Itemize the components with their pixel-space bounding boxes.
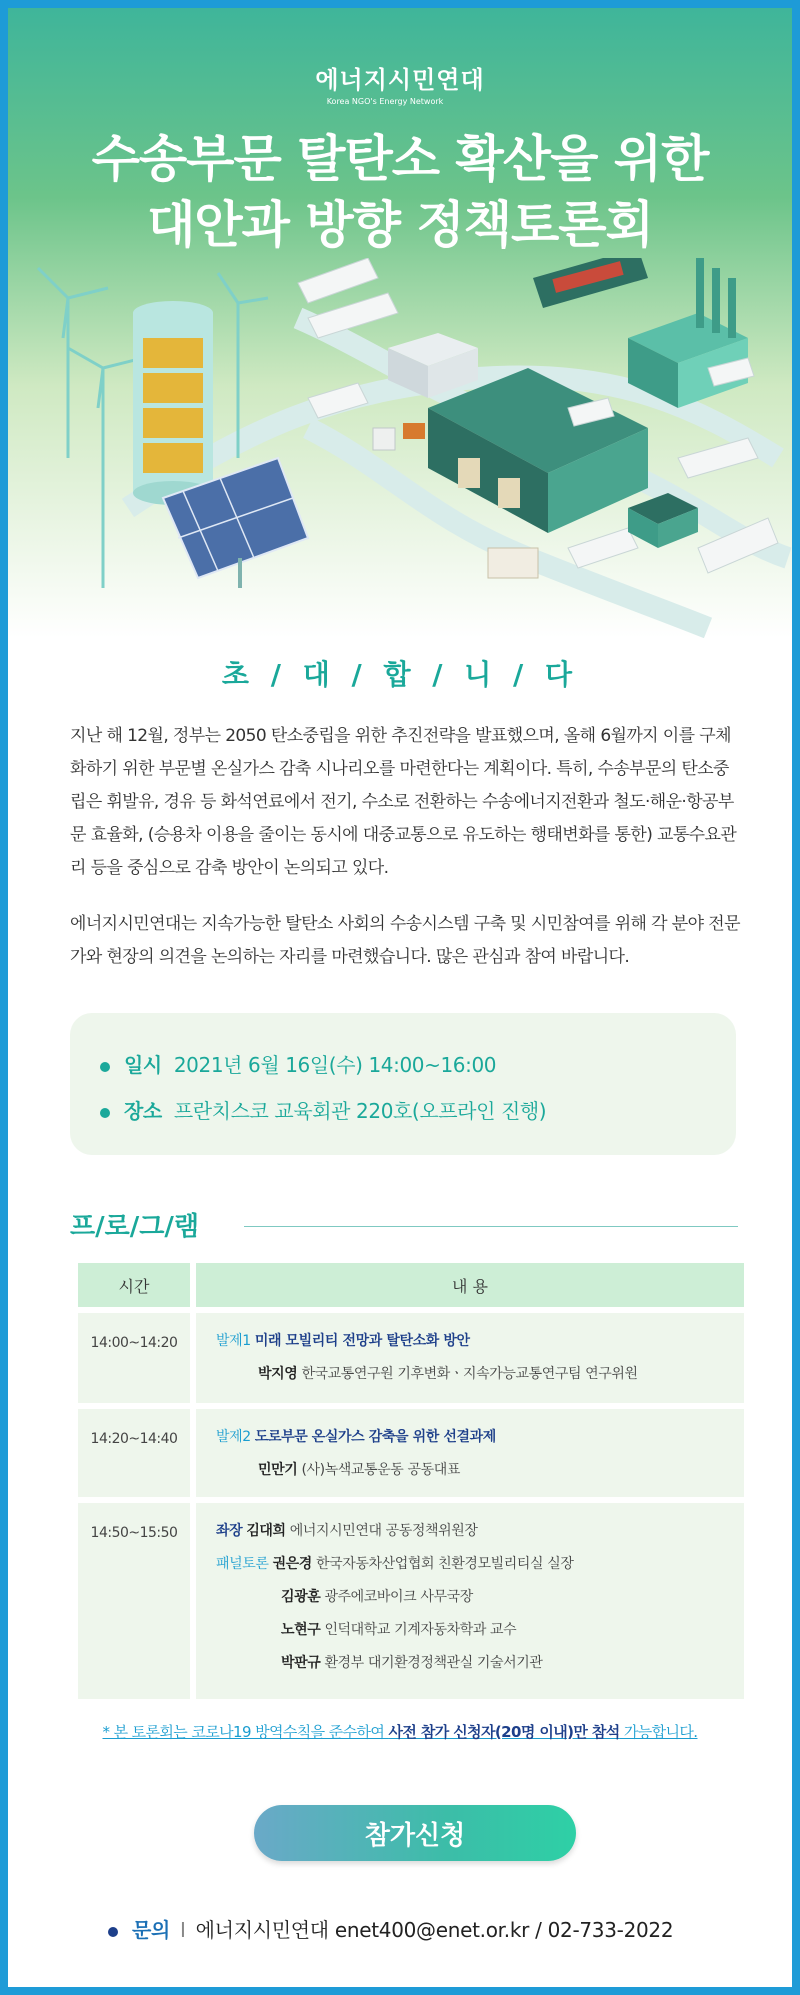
- contact-line: [108, 1914, 673, 1943]
- notice-emphasis: 사전 참가 신청자(20명 이내)만 참석: [388, 1723, 620, 1741]
- apply-button[interactable]: 참가신청: [254, 1805, 576, 1861]
- contact-separator: I: [180, 1918, 186, 1942]
- bullet-icon: [108, 1927, 118, 1937]
- col-content-header: 내 용: [196, 1263, 744, 1307]
- panelist-affiliation: 한국자동차산업협회 친환경모빌리티실 실장: [316, 1556, 574, 1572]
- event-date-row: [100, 1049, 496, 1078]
- notice-prefix: * 본 토론회는 코로나19 방역수칙을 준수하여: [102, 1723, 389, 1741]
- hero-banner: [8, 8, 792, 638]
- panel-tag: 패널토론: [216, 1556, 269, 1572]
- contact-slash: /: [535, 1918, 542, 1942]
- contact-email[interactable]: enet400@enet.or.kr: [334, 1918, 530, 1942]
- covid-notice: [8, 1721, 792, 1742]
- speaker-line: [216, 1460, 744, 1493]
- program-heading: 프/로/그/램: [70, 1212, 199, 1242]
- bullet-icon: [100, 1062, 110, 1072]
- invitation-heading: 초 / 대 / 합 / 니 / 다: [221, 658, 579, 691]
- session-tag: 발제1: [216, 1333, 251, 1349]
- row-content: [196, 1409, 744, 1497]
- session-topic: [216, 1427, 744, 1460]
- chair-affiliation: 에너지시민연대 공동정책위원장: [289, 1523, 478, 1539]
- speaker-line: [216, 1364, 744, 1397]
- contact-label: 문의: [132, 1918, 171, 1942]
- row-content: [196, 1313, 744, 1403]
- table-row: [78, 1409, 744, 1497]
- notice-suffix: 가능합니다.: [619, 1723, 698, 1741]
- battery-graphic: [133, 301, 213, 505]
- program-divider: [244, 1226, 738, 1227]
- session-tag: 발제2: [216, 1429, 251, 1445]
- bullet-icon: [100, 1108, 110, 1118]
- speaker-affiliation: 한국교통연구원 기후변화ㆍ지속가능교통연구팀 연구위원: [301, 1366, 638, 1382]
- session-topic: [216, 1331, 744, 1364]
- organization-logo: [8, 60, 792, 106]
- row-time: 14:00~14:20: [78, 1313, 190, 1403]
- chair-line: [216, 1521, 744, 1554]
- factory-building: [628, 258, 748, 408]
- contact-phone[interactable]: 02-733-2022: [547, 1918, 674, 1942]
- speaker-affiliation: (사)녹색교통운동 공동대표: [301, 1462, 460, 1478]
- speaker-name: 박지영: [258, 1366, 298, 1382]
- panel-line: [216, 1620, 744, 1653]
- panelist-affiliation: 인덕대학교 기계자동차학과 교수: [324, 1622, 517, 1638]
- chair-name: 김대희: [246, 1523, 286, 1539]
- panelist-name: 김광훈: [281, 1589, 321, 1605]
- panelist-name: 권은경: [272, 1556, 312, 1572]
- logo-english: Korea NGO's Energy Network: [326, 97, 444, 106]
- date-value: 2021년 6월 16일(수) 14:00~16:00: [173, 1053, 497, 1077]
- date-label: 일시: [124, 1053, 162, 1077]
- panel-line: [216, 1554, 744, 1587]
- chair-tag: 좌장: [216, 1523, 243, 1539]
- table-row: [78, 1503, 744, 1699]
- row-time: 14:50~15:50: [78, 1503, 190, 1699]
- event-title: [8, 126, 792, 258]
- panel-line: [216, 1587, 744, 1620]
- title-line-1: 수송부문 탈탄소 확산을 위한: [91, 130, 709, 188]
- row-content: [196, 1503, 744, 1699]
- event-info-box: [70, 1013, 736, 1155]
- program-table: [78, 1263, 744, 1699]
- place-label: 장소: [124, 1099, 162, 1123]
- panelist-affiliation: 환경부 대기환경정책관실 기술서기관: [324, 1655, 543, 1671]
- transport-illustration: [8, 258, 792, 638]
- speaker-name: 민만기: [258, 1462, 298, 1478]
- panel-line: [216, 1653, 744, 1686]
- event-place-row: [100, 1095, 546, 1124]
- table-row: [78, 1313, 744, 1403]
- panelist-name: 노현구: [281, 1622, 321, 1638]
- title-line-2: 대안과 방향 정책토론회: [147, 196, 653, 254]
- col-time-header: 시간: [78, 1263, 190, 1307]
- topic-text: 도로부문 온실가스 감축을 위한 선결과제: [254, 1429, 496, 1445]
- panelist-affiliation: 광주에코바이크 사무국장: [324, 1589, 473, 1605]
- panelist-name: 박판규: [281, 1655, 321, 1671]
- topic-text: 미래 모빌리티 전망과 탈탄소화 방안: [254, 1333, 470, 1349]
- intro-paragraph-1: 지난 해 12월, 정부는 2050 탄소중립을 위한 추진전략을 발표했으며, 올해 6월까지 이를 구체화하기 위한 부문별 온실가스 감축 시나리오를 마련한다는 계획이다. 특히, 수송부문의 탄소중립은 휘발유, 경유 등 화석연료에서 전기, 수소로 전환하는 수송에너지전환과 철도·해운·항공부문 효율화, (승용차 이용을 줄이는 동시에 대중교통으로 유도하는 행태변화를 통한) 교통수요관리 등을 중심으로 감축 방안이 논의되고 있다.: [70, 726, 737, 878]
- cargo-ship: [533, 258, 648, 308]
- table-header: [78, 1263, 744, 1307]
- place-value: 프란치스코 교육회관 220호(오프라인 진행): [173, 1099, 547, 1123]
- intro-paragraph-2: 에너지시민연대는 지속가능한 탈탄소 사회의 수송시스템 구축 및 시민참여를 위해 각 분야 전문가와 현장의 의견을 논의하는 자리를 마련했습니다. 많은 관심과 참여 바랍니다.: [70, 914, 740, 967]
- logo-korean: 에너지시민연대: [315, 66, 485, 94]
- row-time: 14:20~14:40: [78, 1409, 190, 1497]
- contact-org: 에너지시민연대: [195, 1918, 329, 1942]
